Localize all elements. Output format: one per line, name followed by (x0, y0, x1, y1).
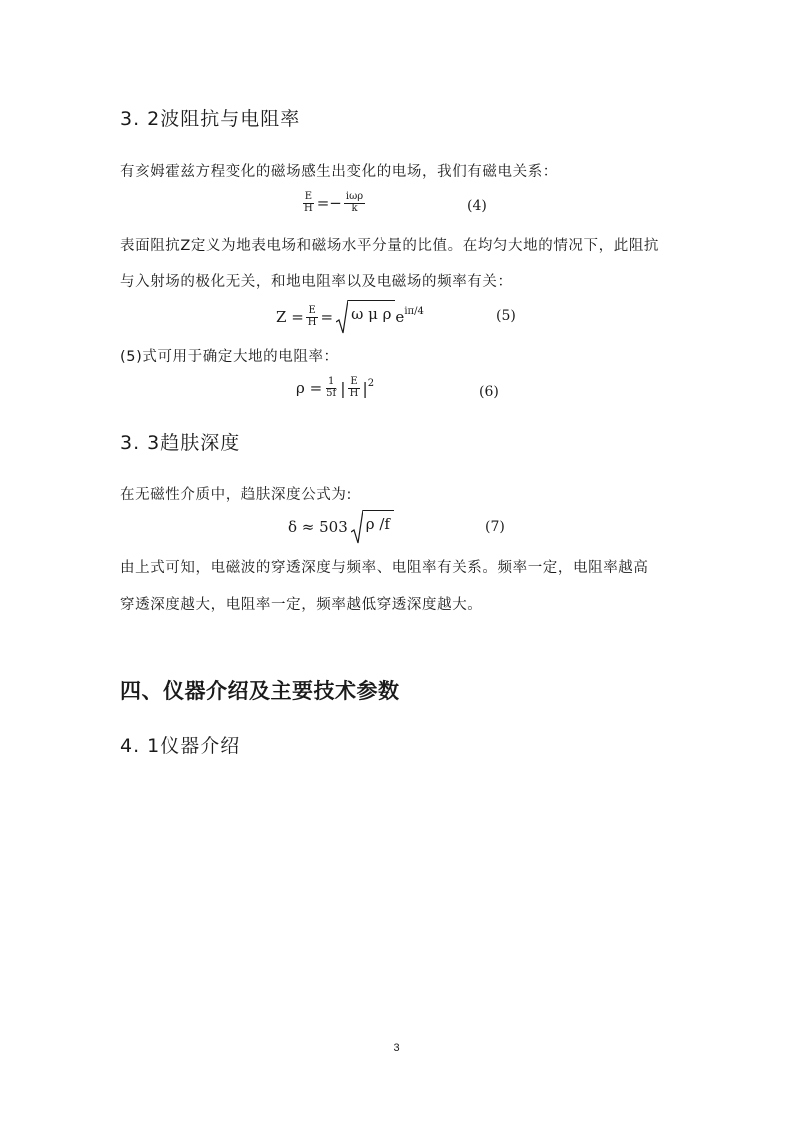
section-heading-4-1: 4. 1仪器介绍 (120, 735, 241, 757)
fraction-e-over-h (306, 306, 319, 328)
equation-4 (300, 192, 367, 214)
paragraph-impedance-line2: 与入射场的极化无关，和地电阻率以及电磁场的频率有关： (120, 274, 513, 290)
power: 2 (367, 377, 375, 389)
denominator: H (307, 316, 317, 328)
paragraph-resistivity: (5)式可用于确定大地的电阻率： (120, 349, 339, 365)
abs-bar-left: | (340, 378, 346, 398)
equals-minus: =− (316, 194, 342, 212)
equation-number-5: (5) (496, 308, 516, 324)
square-root (336, 300, 395, 334)
equation-5 (276, 300, 424, 334)
page-number: 3 (393, 1042, 400, 1054)
paragraph-impedance-line1: 表面阻抗Z定义为地表电场和磁场水平分量的比值。在均匀大地的情况下，此阻抗 (120, 238, 660, 254)
numerator: iωρ (345, 191, 364, 202)
equation-6 (296, 377, 374, 399)
section-heading-3-2: 3. 2波阻抗与电阻率 (120, 108, 301, 130)
numerator: 1 (328, 376, 335, 387)
equation-number-7: (7) (485, 519, 505, 535)
lhs-delta: δ ≈ 503 (288, 518, 348, 536)
paragraph-conclusion-line2: 穿透深度越大，电阻率一定，频率越低穿透深度越大。 (120, 597, 483, 613)
numerator: E (304, 191, 313, 202)
fraction-iwp-over-k (344, 192, 365, 214)
denominator: H (304, 202, 313, 214)
denominator: H (349, 387, 359, 399)
radicand: ω μ ρ (348, 300, 395, 334)
denominator: k (351, 202, 358, 214)
fraction-e-over-h (348, 377, 361, 399)
radicand: ρ /f (363, 510, 394, 544)
lhs-z: Z = (276, 308, 304, 326)
exponential-base: e (395, 308, 405, 326)
fraction-one-over-5f (324, 377, 338, 399)
equals-sign: = (320, 308, 334, 326)
paragraph-conclusion-line1: 由上式可知，电磁波的穿透深度与频率、电阻率有关系。频率一定，电阻率越高 (120, 560, 649, 576)
equation-7 (288, 510, 394, 544)
square-root (351, 510, 394, 544)
radical-sign-icon (336, 300, 348, 334)
denominator: 5f (326, 387, 337, 399)
equation-number-6: (6) (479, 384, 499, 400)
numerator: E (308, 305, 316, 316)
section-heading-3-3: 3. 3趋肤深度 (120, 432, 241, 454)
chapter-heading-4: 四、仪器介绍及主要技术参数 (120, 679, 400, 703)
equation-number-4: (4) (467, 198, 487, 214)
abs-bar-right: | (362, 378, 368, 398)
lhs-rho: ρ = (296, 379, 323, 397)
fraction-e-over-h (302, 192, 315, 214)
exponent: iπ/4 (404, 305, 424, 317)
numerator: E (350, 376, 358, 387)
paragraph-skin-depth: 在无磁性介质中，趋肤深度公式为: (120, 487, 352, 503)
paragraph-magnetoelectric: 有亥姆霍兹方程变化的磁场感生出变化的电场，我们有磁电关系： (120, 164, 558, 180)
radical-sign-icon (351, 510, 363, 544)
